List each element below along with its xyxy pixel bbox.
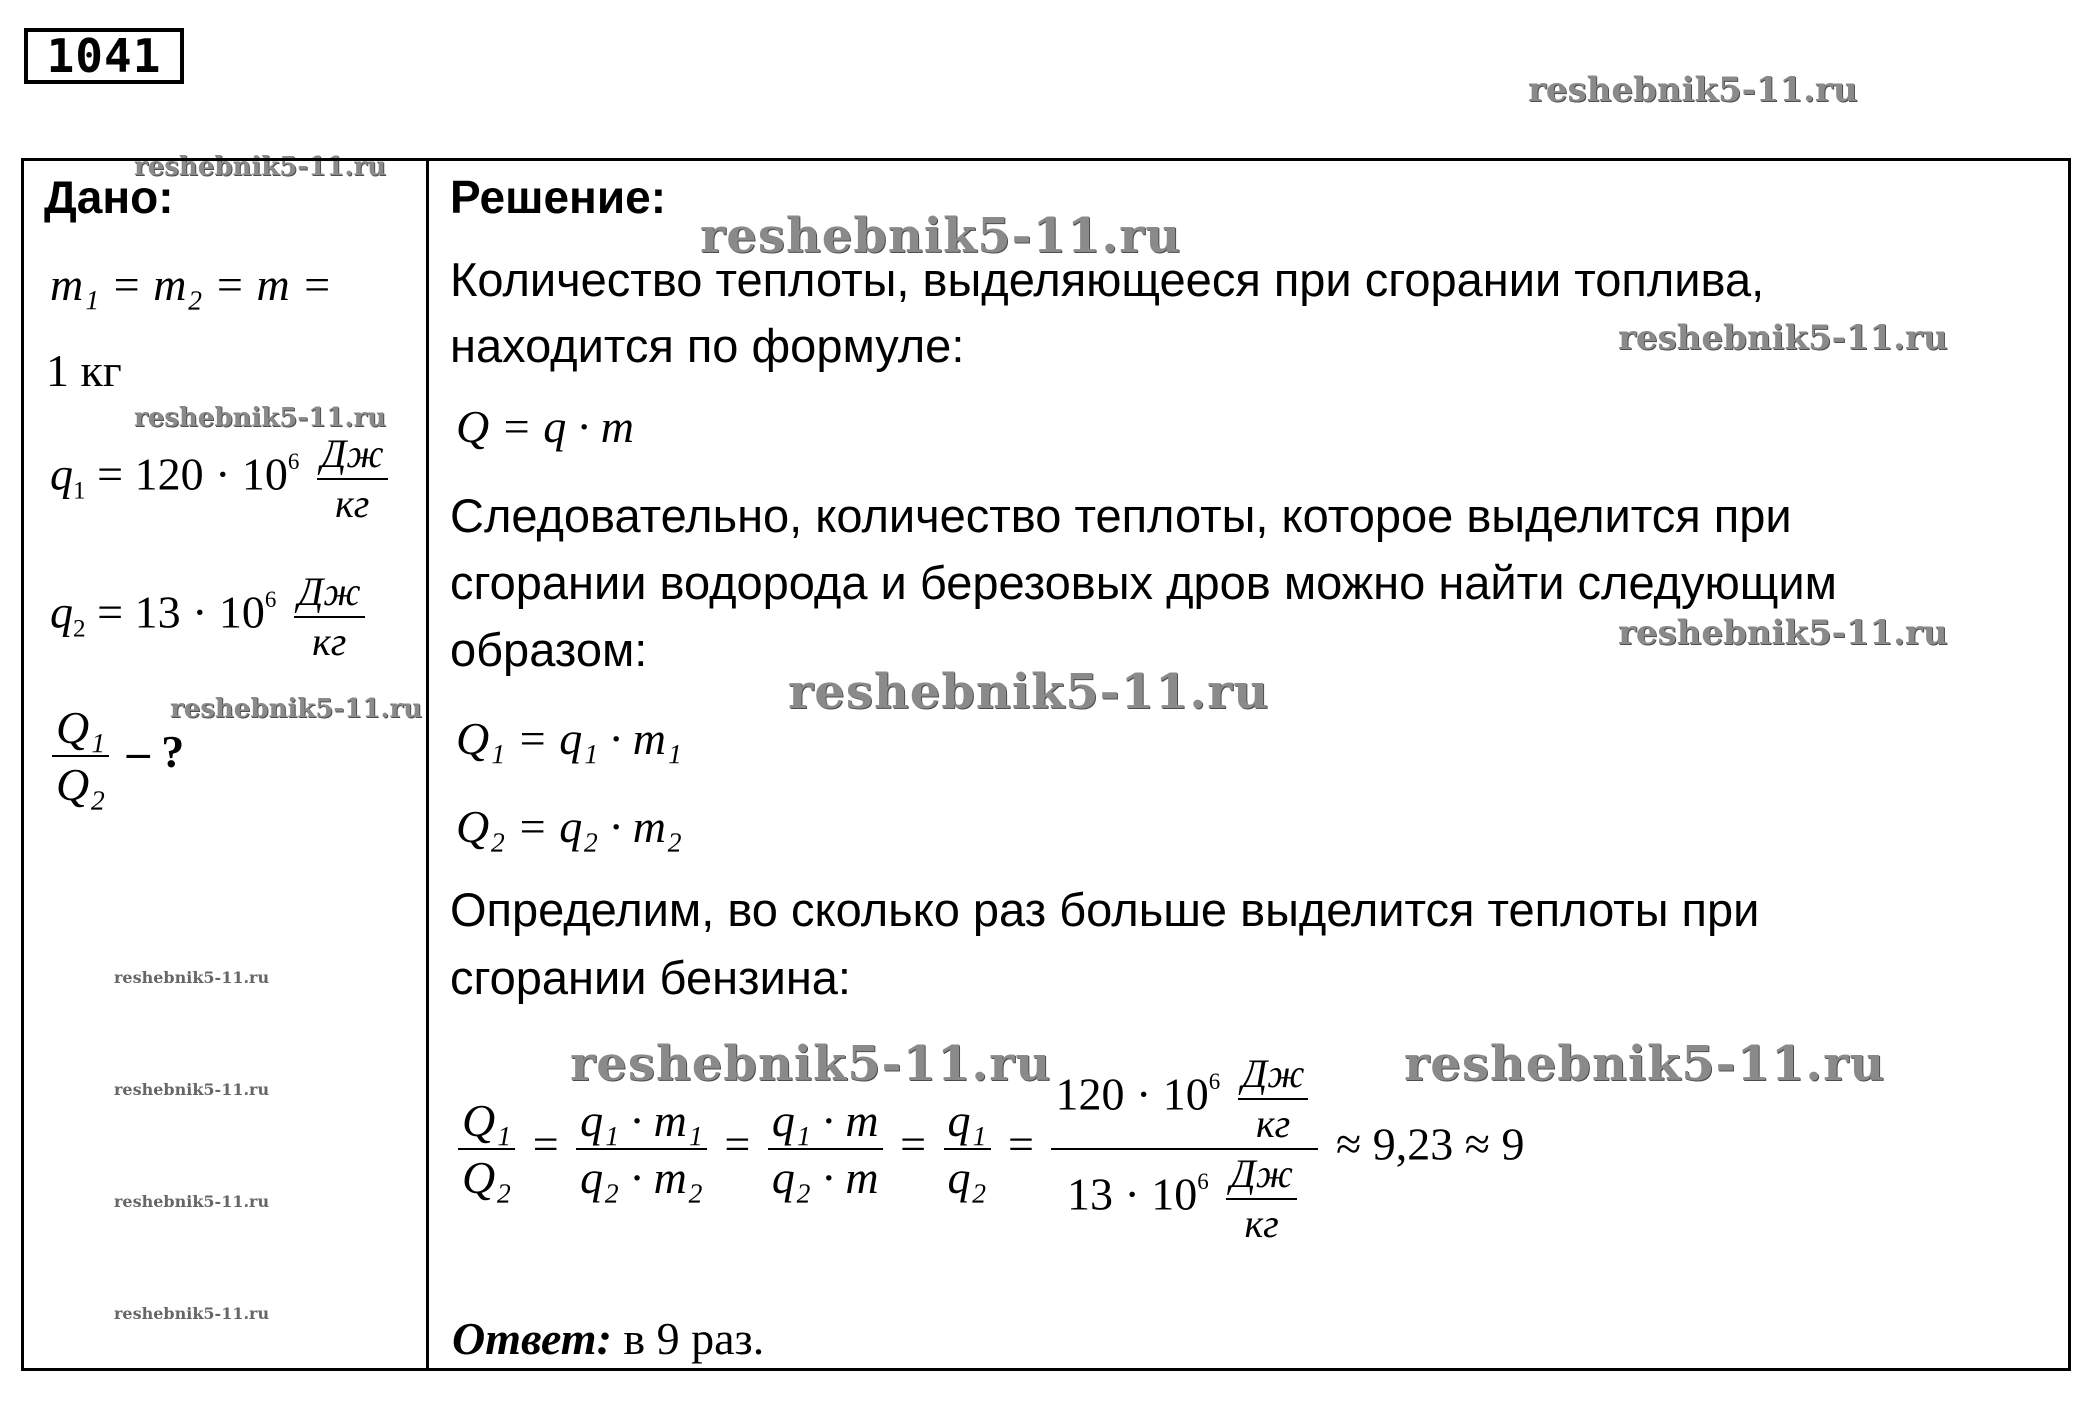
watermark: reshebnik5-11.ru — [170, 694, 423, 724]
watermark: reshebnik5-11.ru — [1404, 1036, 1886, 1092]
given-mass-value: 1 кг — [46, 345, 122, 396]
formula-main: Q = q · m — [456, 401, 634, 452]
solution-p1-line2: находится по формуле: — [450, 319, 965, 372]
watermark: reshebnik5-11.ru — [114, 1080, 270, 1099]
watermark: reshebnik5-11.ru — [570, 1036, 1052, 1092]
watermark: reshebnik5-11.ru — [1618, 613, 1948, 653]
solution-p3-line2: сгорании бензина: — [450, 951, 851, 1004]
given-q1: $q_1 = 120 \cdot 10^6$ $\frac{Дж}{кг}$ — [50, 430, 394, 528]
given-mass-line: m₁ = m₂ = m = — [50, 259, 333, 310]
solution-p1-line1: Количество теплоты, выделяющееся при сгорании топлива, — [450, 253, 1765, 306]
solution-p2-line2: сгорании водорода и березовых дров можно найти следующим — [450, 556, 1837, 609]
solution-p2-line3: образом: — [450, 623, 648, 676]
watermark: reshebnik5-11.ru — [114, 968, 270, 987]
watermark: reshebnik5-11.ru — [788, 664, 1270, 720]
solution-heading: Решение: — [450, 171, 667, 223]
watermark: reshebnik5-11.ru — [114, 1192, 270, 1211]
watermark: reshebnik5-11.ru — [1618, 318, 1948, 358]
watermark: reshebnik5-11.ru — [700, 208, 1182, 264]
answer: Ответ: в 9 раз. — [452, 1313, 765, 1364]
given-heading: Дано: — [44, 171, 174, 223]
given-find: $\frac{\text{Q₁}}{\text{Q₂}}$ – ? — [46, 700, 184, 812]
formula-q2: Q₂ = q₂ · m₂ — [456, 801, 682, 852]
watermark: reshebnik5-11.ru — [134, 152, 387, 182]
solution-p3-line1: Определим, во сколько раз больше выделится теплоты при — [450, 883, 1760, 936]
watermark: reshebnik5-11.ru — [134, 403, 387, 433]
formula-q1: Q₁ = q₁ · m₁ — [456, 713, 682, 764]
problem-number: 1041 — [24, 28, 184, 84]
watermark: reshebnik5-11.ru — [114, 1304, 270, 1323]
final-equation: $\frac{\text{Q₁}}{\text{Q₂}}$ = $\frac{\text{q₁ · m₁}}{\text{q₂ · m₂}}$ = $\frac{\text{q₁ · m}}{\text{q₂ · m}}$ = $\frac{\text{q₁}}{\text{q₂}}$ = $120 \cdot 10^6$ $\frac{Дж}{кг}$ $13 \cdot 10^6$ $\frac{Дж}{кг}$ ≈ 9,23 ≈ 9 — [452, 1050, 1524, 1248]
column-divider — [426, 158, 429, 1371]
given-q2: $q_2 = 13 \cdot 10^6$ $\frac{Дж}{кг}$ — [50, 568, 371, 666]
watermark: reshebnik5-11.ru — [1528, 70, 1858, 110]
solution-p2-line1: Следовательно, количество теплоты, которое выделится при — [450, 489, 1792, 542]
